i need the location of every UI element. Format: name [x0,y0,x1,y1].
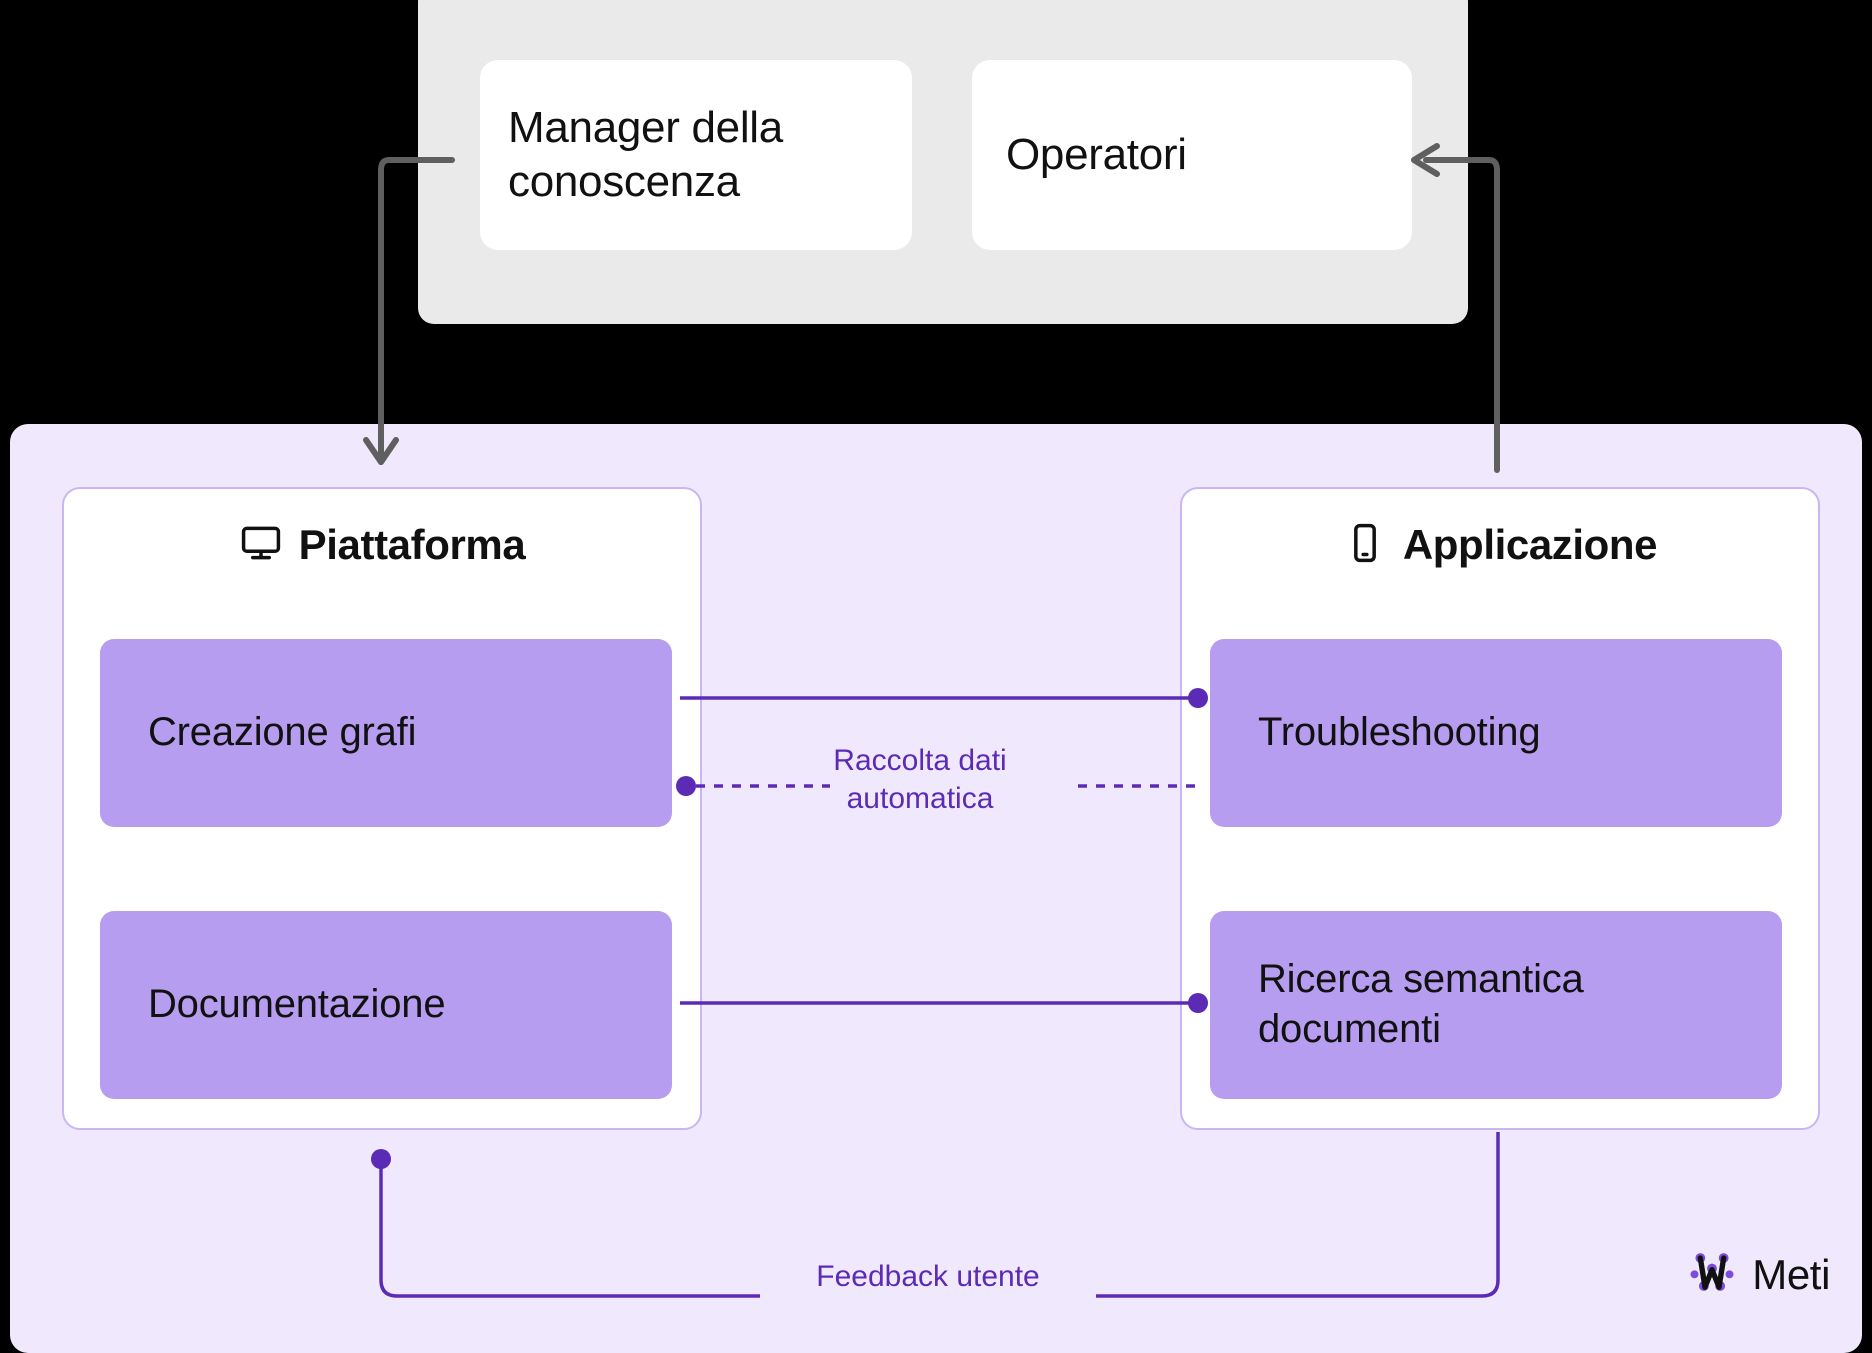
connector-label-raccolta-dati: Raccolta dati automatica [833,744,1007,816]
panel-piattaforma-header [64,489,700,601]
chip-creazione-grafi[interactable] [100,639,672,827]
user-card-manager[interactable] [480,60,912,250]
chip-label: Documentazione [148,982,446,1027]
chip-label: Troubleshooting [1258,710,1541,755]
mobile-phone-icon [1343,521,1387,570]
panel-title: Piattaforma [298,521,526,568]
chip-troubleshooting[interactable] [1210,639,1782,827]
panel-title: Applicazione [1402,521,1658,568]
brand-name: Meti [1752,1250,1830,1298]
user-card-operatori[interactable] [972,60,1412,250]
meti-molecule-logo-icon [1684,1244,1740,1305]
chip-label: Creazione grafi [148,710,417,755]
user-card-label: Manager della conoscenza [508,103,783,206]
brand-logo [1684,1244,1830,1305]
connector-label-feedback-utente: Feedback utente [760,1256,1096,1298]
desktop-monitor-icon [239,521,283,570]
users-band [418,0,1468,324]
chip-label: Ricerca semantica documenti [1258,957,1584,1051]
chip-ricerca-semantica-documenti[interactable] [1210,911,1782,1099]
chip-documentazione[interactable] [100,911,672,1099]
panel-applicazione-header [1182,489,1818,601]
user-card-label: Operatori [1006,130,1187,180]
